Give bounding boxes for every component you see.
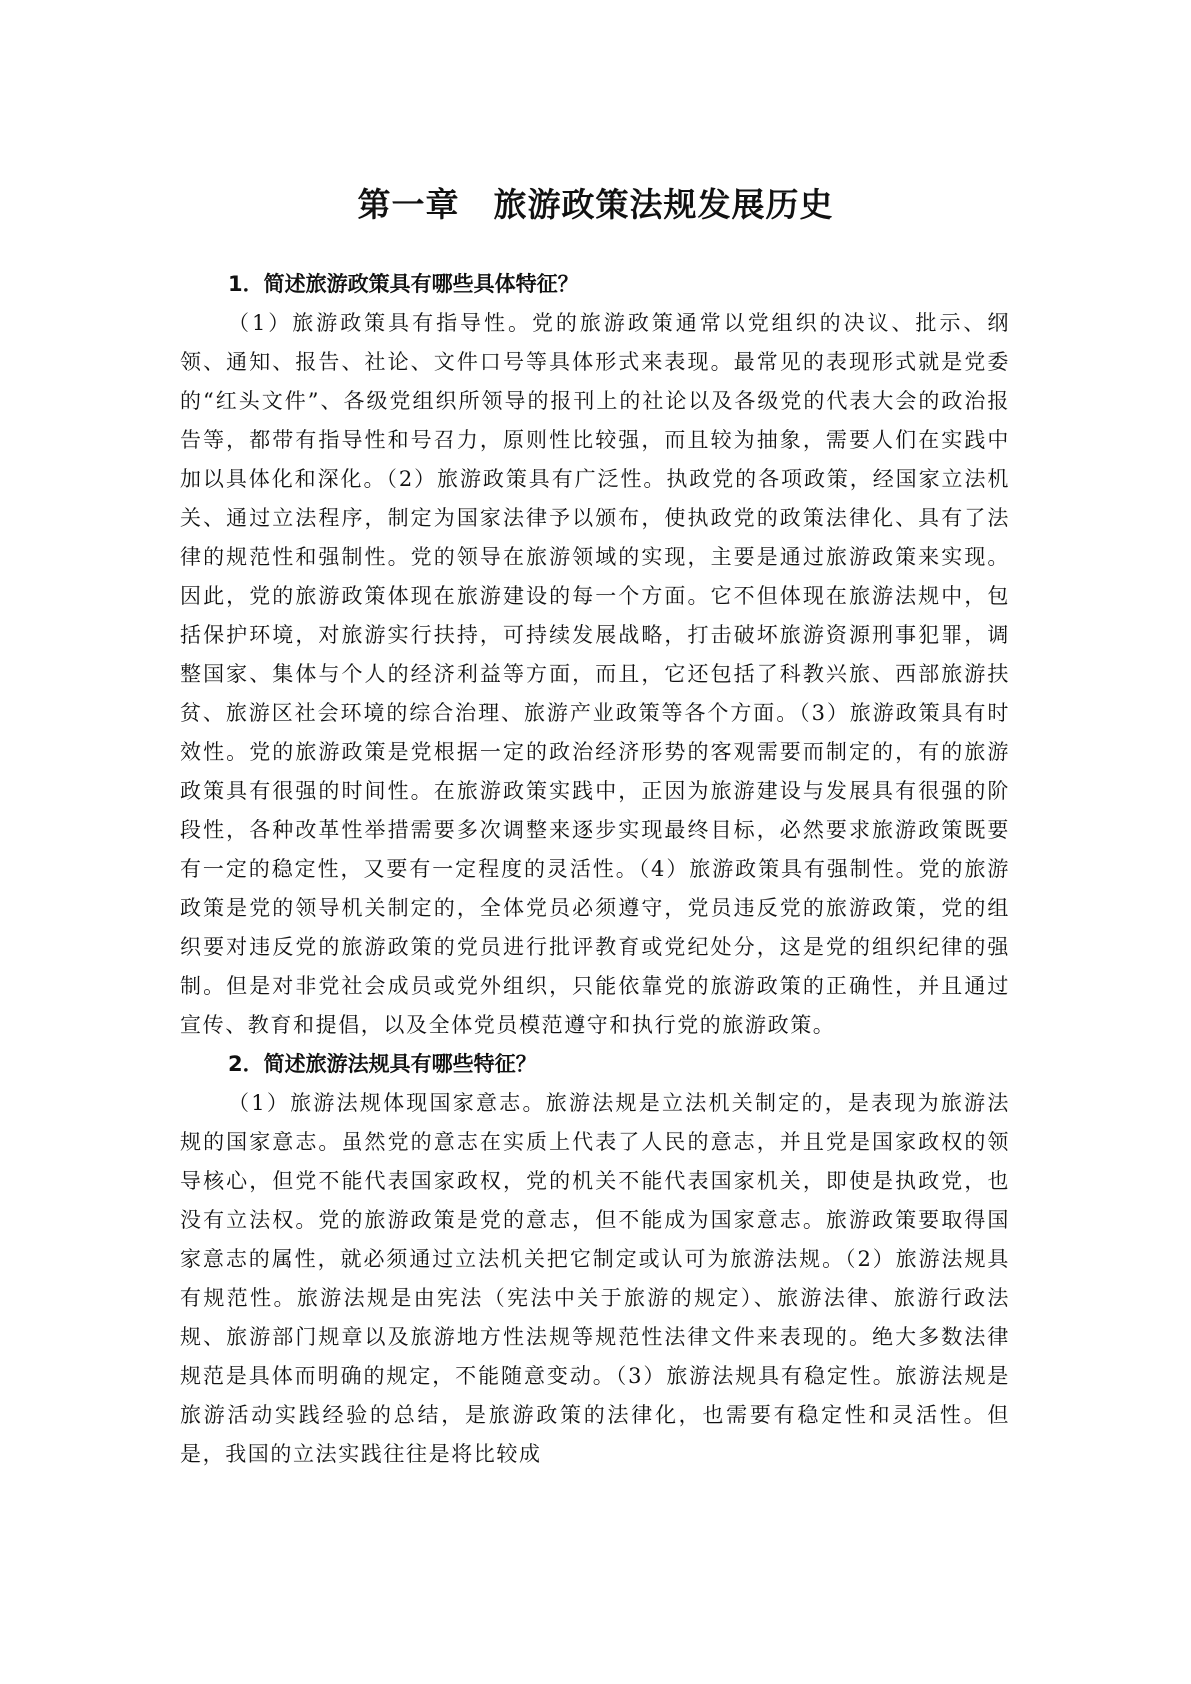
question-1: 1．简述旅游政策具有哪些具体特征？ [228, 272, 579, 296]
chapter-title [0, 182, 1191, 228]
document-body [180, 265, 1010, 1474]
chapter-name: 旅游政策法规发展历史 [493, 185, 834, 224]
chapter-number: 第一章 [357, 185, 460, 224]
question-2: 2．简述旅游法规具有哪些特征？ [228, 1052, 537, 1076]
answer-1: （1）旅游政策具有指导性。党的旅游政策通常以党组织的决议、批示、纲领、通知、报告、社论、文件口号等具体形式来表现。最常见的表现形式就是党委的“红头文件”、各级党组织所领导的报刊上的社论以及各级党的代表大会的政治报告等，都带有指导性和号召力，原则性比较强，而且较为抽象，需要人们在实践中加以具体化和深化。（2）旅游政策具有广泛性。执政党的各项政策，经国家立法机关、通过立法程序，制定为国家法律予以颁布，使执政党的政策法律化、具有了法律的规范性和强制性。党的领导在旅游领域的实现，主要是通过旅游政策来实现。因此，党的旅游政策体现在旅游建设的每一个方面。它不但体现在旅游法规中，包括保护环境，对旅游实行扶持，可持续发展战略，打击破坏旅游资源刑事犯罪，调整国家、集体与个人的经济利益等方面，而且，它还包括了科教兴旅、西部旅游扶贫、旅游区社会环境的综合治理、旅游产业政策等各个方面。（3）旅游政策具有时效性。党的旅游政策是党根据一定的政治经济形势的客观需要而制定的，有的旅游政策具有很强的时间性。在旅游政策实践中，正因为旅游建设与发展具有很强的阶段性，各种改革性举措需要多次调整来逐步实现最终目标，必然要求旅游政策既要有一定的稳定性，又要有一定程度的灵活性。（4）旅游政策具有强制性。党的旅游政策是党的领导机关制定的，全体党员必须遵守，党员违反党的旅游政策，党的组织要对违反党的旅游政策的党员进行批评教育或党纪处分，这是党的组织纪律的强制。但是对非党社会成员或党外组织，只能依靠党的旅游政策的正确性，并且通过宣传、教育和提倡，以及全体党员模范遵守和执行党的旅游政策。 [180, 311, 1010, 1037]
answer-2: （1）旅游法规体现国家意志。旅游法规是立法机关制定的，是表现为旅游法规的国家意志。虽然党的意志在实质上代表了人民的意志，并且党是国家政权的领导核心，但党不能代表国家政权，党的机关不能代表国家机关，即使是执政党，也没有立法权。党的旅游政策是党的意志，但不能成为国家意志。旅游政策要取得国家意志的属性，就必须通过立法机关把它制定或认可为旅游法规。（2）旅游法规具有规范性。旅游法规是由宪法（宪法中关于旅游的规定）、旅游法律、旅游行政法规、旅游部门规章以及旅游地方性法规等规范性法律文件来表现的。绝大多数法律规范是具体而明确的规定，不能随意变动。（3）旅游法规具有稳定性。旅游法规是旅游活动实践经验的总结，是旅游政策的法律化，也需要有稳定性和灵活性。但是，我国的立法实践往往是将比较成 [180, 1091, 1010, 1466]
